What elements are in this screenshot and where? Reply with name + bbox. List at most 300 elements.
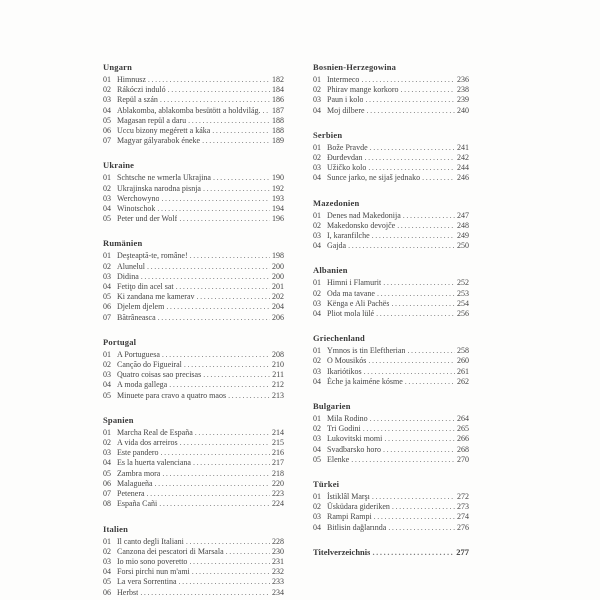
- toc-entry: [103, 391, 284, 401]
- entry-number: 05: [103, 292, 111, 302]
- toc-column-left: [103, 62, 284, 598]
- entry-page-number: 217: [272, 458, 284, 468]
- entry-leader-dots: [383, 278, 455, 288]
- entry-number: 01: [103, 173, 111, 183]
- entry-leader-dots: [372, 231, 455, 241]
- entry-page-number: 238: [457, 85, 469, 95]
- entry-page-number: 211: [272, 370, 284, 380]
- entry-page-number: 258: [457, 346, 469, 356]
- toc-entry: [103, 350, 284, 360]
- toc-entry: [103, 126, 284, 136]
- toc-entry: [313, 173, 469, 183]
- entry-title: Kënga e Ali Pachës: [327, 298, 390, 308]
- toc-entry: [103, 547, 284, 557]
- entry-number: 01: [313, 210, 321, 220]
- toc-entry: [103, 438, 284, 448]
- entry-page-number: 230: [272, 546, 284, 556]
- toc-entry: [313, 346, 469, 356]
- entry-page-number: 242: [457, 153, 469, 163]
- toc-column-right: [313, 62, 469, 557]
- entry-leader-dots: [188, 116, 270, 126]
- entry-number: 07: [103, 489, 111, 499]
- entry-leader-dots: [193, 458, 270, 468]
- entry-title: Himni i Flamurit: [327, 278, 382, 288]
- toc-entry: [103, 282, 284, 292]
- entry-page-number: 228: [272, 536, 284, 546]
- entry-leader-dots: [384, 434, 455, 444]
- section-heading: Griechenland: [313, 333, 365, 344]
- toc-entry: [103, 204, 284, 214]
- toc-entry: [103, 262, 284, 272]
- entry-number: 03: [103, 193, 111, 203]
- entry-page-number: 187: [272, 105, 284, 115]
- entry-leader-dots: [370, 414, 455, 424]
- entry-leader-dots: [202, 136, 270, 146]
- entry-number: 04: [103, 282, 111, 292]
- entry-page-number: 186: [272, 95, 284, 105]
- section-heading: Italien: [103, 523, 129, 534]
- entry-page-number: 254: [457, 298, 469, 308]
- section-heading: Mazedonien: [313, 197, 360, 208]
- entry-page-number: 276: [457, 522, 469, 532]
- entry-leader-dots: [166, 302, 270, 312]
- entry-number: 03: [313, 512, 321, 522]
- toc-entry: [103, 292, 284, 302]
- entry-title: Himnusz: [117, 75, 146, 84]
- entry-leader-dots: [391, 299, 455, 309]
- entry-title: Svadbarsko horo: [327, 444, 381, 454]
- entry-leader-dots: [365, 95, 455, 105]
- toc-entry: [313, 377, 469, 387]
- entry-page-number: 247: [457, 210, 469, 220]
- toc-section: [313, 547, 469, 557]
- entry-page-number: 277: [456, 546, 469, 557]
- entry-number: 01: [103, 75, 111, 84]
- entry-number: 03: [313, 95, 321, 105]
- entry-title: Es la huerta valenciana: [117, 458, 191, 468]
- entry-leader-dots: [148, 75, 270, 85]
- toc-entry: [103, 588, 284, 598]
- entry-number: 01: [103, 427, 111, 437]
- entry-leader-dots: [184, 360, 270, 370]
- entry-leader-dots: [213, 173, 270, 183]
- entry-title: Denes nad Makedonija: [327, 210, 401, 220]
- entry-leader-dots: [368, 163, 455, 173]
- section-heading: Albanien: [313, 265, 348, 276]
- entry-number: 06: [103, 478, 111, 488]
- toc-entry: [103, 360, 284, 370]
- entry-leader-dots: [162, 350, 270, 360]
- entry-title: Đurđevdan: [327, 153, 363, 163]
- entry-title: Elenke: [327, 454, 350, 464]
- entry-page-number: 248: [457, 220, 469, 230]
- entry-title: Paun i kolo: [327, 95, 364, 105]
- entry-title: Bitlisin dağlarında: [327, 522, 387, 532]
- entry-leader-dots: [397, 221, 455, 231]
- entry-number: 06: [103, 126, 111, 136]
- toc-entry: [313, 163, 469, 173]
- entry-title: Oda ma tavane: [327, 288, 375, 298]
- entry-title: Canção do Figueiral: [117, 360, 182, 370]
- entry-number: 02: [313, 424, 321, 434]
- toc-entry: [313, 221, 469, 231]
- entry-number: 05: [103, 390, 111, 400]
- entry-leader-dots: [226, 547, 270, 557]
- entry-leader-dots: [263, 106, 270, 116]
- toc-entry: [103, 184, 284, 194]
- entry-leader-dots: [392, 502, 455, 512]
- entry-leader-dots: [228, 391, 270, 401]
- toc-entry: [103, 251, 284, 261]
- section-heading: Spanien: [103, 414, 134, 425]
- entry-title: Phirav mange korkoro: [327, 85, 399, 95]
- toc-section: [103, 160, 284, 224]
- entry-number: 03: [313, 163, 321, 173]
- toc-entry: [313, 231, 469, 241]
- entry-page-number: 249: [457, 231, 469, 241]
- entry-page-number: 274: [457, 512, 469, 522]
- toc-section: [313, 401, 469, 465]
- entry-page-number: 210: [272, 360, 284, 370]
- entry-leader-dots: [203, 184, 270, 194]
- entry-number: 06: [103, 587, 111, 597]
- entry-page-number: 189: [272, 136, 284, 146]
- entry-leader-dots: [197, 292, 270, 302]
- toc-entry: [313, 492, 469, 502]
- entry-number: 01: [313, 346, 321, 356]
- entry-title: Bože Pravde: [327, 142, 368, 152]
- entry-number: 01: [103, 536, 111, 546]
- entry-page-number: 252: [457, 278, 469, 288]
- entry-leader-dots: [155, 479, 270, 489]
- entry-page-number: 196: [272, 214, 284, 224]
- toc-entry: [313, 424, 469, 434]
- toc-entry: [313, 455, 469, 465]
- entry-leader-dots: [140, 588, 270, 598]
- entry-leader-dots: [157, 204, 270, 214]
- toc-entry: [103, 448, 284, 458]
- toc-entry: [103, 567, 284, 577]
- entry-page-number: 223: [272, 489, 284, 499]
- toc-entry: [103, 499, 284, 509]
- toc-entry: [313, 143, 469, 153]
- entry-page-number: 206: [272, 312, 284, 322]
- toc-entry: [103, 537, 284, 547]
- entry-number: 01: [103, 251, 111, 261]
- entry-number: 05: [313, 454, 321, 464]
- toc-entry: [313, 512, 469, 522]
- entry-leader-dots: [158, 313, 270, 323]
- entry-page-number: 208: [272, 349, 284, 359]
- entry-number: 08: [103, 499, 111, 509]
- entry-page-number: 204: [272, 302, 284, 312]
- toc-section: [103, 337, 284, 401]
- entry-number: 05: [103, 577, 111, 587]
- entry-number: 04: [313, 522, 321, 532]
- entry-page-number: 246: [457, 173, 469, 183]
- entry-title: Deşteaptă-te, române!: [117, 251, 188, 261]
- toc-entry: [103, 95, 284, 105]
- entry-number: 02: [103, 261, 111, 271]
- section-heading: Bosnien-Herzegowina: [313, 62, 397, 72]
- entry-number: 07: [103, 136, 111, 146]
- entry-page-number: 268: [457, 444, 469, 454]
- entry-page-number: 232: [272, 567, 284, 577]
- entry-number: 04: [313, 309, 321, 319]
- entry-page-number: 262: [457, 376, 469, 386]
- entry-leader-dots: [162, 469, 270, 479]
- section-heading: Serbien: [313, 129, 343, 140]
- entry-leader-dots: [407, 346, 455, 356]
- entry-title: I, karanfilche: [327, 231, 370, 241]
- entry-title: Petenera: [117, 489, 145, 499]
- entry-leader-dots: [161, 194, 270, 204]
- entry-leader-dots: [422, 173, 455, 183]
- toc-entry: [103, 479, 284, 489]
- entry-number: 05: [103, 214, 111, 224]
- toc-section: [103, 415, 284, 510]
- entry-title: Bătrâneasca: [117, 312, 156, 322]
- entry-number: 03: [103, 448, 111, 458]
- toc-entry: [103, 577, 284, 587]
- toc-entry: [313, 211, 469, 221]
- entry-leader-dots: [190, 251, 270, 261]
- toc-entry: [103, 428, 284, 438]
- entry-number: 04: [103, 105, 111, 115]
- entry-page-number: 188: [272, 115, 284, 125]
- toc-entry: [103, 194, 284, 204]
- entry-leader-dots: [159, 499, 270, 509]
- entry-leader-dots: [141, 272, 270, 282]
- toc-entry: [103, 136, 284, 146]
- entry-number: 02: [313, 85, 321, 95]
- entry-title: Didina: [117, 271, 139, 281]
- entry-title: Üsküdara gideriken: [327, 502, 390, 512]
- entry-number: 03: [313, 366, 321, 376]
- section-heading: Portugal: [103, 336, 137, 347]
- section-heading: Bulgarien: [313, 401, 351, 412]
- entry-title: Lukovitski momi: [327, 434, 383, 444]
- toc-entry: [313, 356, 469, 366]
- toc-entry: [103, 75, 284, 85]
- entry-leader-dots: [364, 367, 455, 377]
- entry-number: 03: [103, 271, 111, 281]
- section-heading: Türkei: [313, 479, 340, 490]
- entry-title: Rákóczi induló: [117, 85, 166, 95]
- section-heading: Ukraine: [103, 160, 135, 171]
- entry-leader-dots: [372, 547, 454, 557]
- entry-page-number: 193: [272, 193, 284, 203]
- toc-entry: [103, 302, 284, 312]
- entry-title: Winotschok: [117, 204, 156, 214]
- entry-page-number: 216: [272, 448, 284, 458]
- entry-number: 02: [313, 288, 321, 298]
- entry-number: 01: [313, 414, 321, 424]
- entry-title: Fetiţo din acel sat: [117, 282, 174, 292]
- entry-title: Mila Rodino: [327, 414, 368, 424]
- toc-entry: [313, 95, 469, 105]
- entry-title: Werchowyno: [117, 193, 160, 203]
- entry-number: 02: [313, 220, 321, 230]
- entry-title: Užičko kolo: [327, 163, 367, 173]
- entry-page-number: 202: [272, 292, 284, 302]
- entry-title: Minuete para cravo a quatro maos: [117, 390, 227, 400]
- entry-number: 05: [103, 468, 111, 478]
- entry-title: Malagueña: [117, 478, 153, 488]
- toc-entry: [103, 469, 284, 479]
- entry-page-number: 253: [457, 288, 469, 298]
- entry-number: 03: [313, 231, 321, 241]
- toc-entry: [313, 523, 469, 533]
- entry-number: 02: [313, 153, 321, 163]
- entry-number: 02: [103, 438, 111, 448]
- toc-entry: [313, 241, 469, 251]
- toc-entry: [103, 313, 284, 323]
- entry-leader-dots: [147, 489, 270, 499]
- entry-page-number: 250: [457, 241, 469, 251]
- entry-page-number: 194: [272, 204, 284, 214]
- entry-leader-dots: [368, 356, 455, 366]
- entry-page-number: 270: [457, 454, 469, 464]
- entry-title: Quatro coisas sao precisas: [117, 370, 202, 380]
- toc-entry: [313, 299, 469, 309]
- toc-entry: [103, 272, 284, 282]
- entry-number: 04: [313, 241, 321, 251]
- entry-title: Il canto degli Italiani: [117, 536, 184, 546]
- entry-page-number: 233: [272, 577, 284, 587]
- entry-page-number: 241: [457, 142, 469, 152]
- entry-page-number: 239: [457, 95, 469, 105]
- entry-title: Uccu bizony megérett a káka: [117, 126, 211, 136]
- entry-title: Rampi Rampi: [327, 512, 372, 522]
- entry-number: 04: [313, 376, 321, 386]
- entry-title: Schtsche ne wmerla Ukrajina: [117, 173, 211, 183]
- entry-title: Gajda: [327, 241, 347, 251]
- entry-number: 01: [313, 75, 321, 84]
- toc-section: [313, 130, 469, 184]
- entry-page-number: 214: [272, 427, 284, 437]
- entry-leader-dots: [348, 241, 455, 251]
- entry-page-number: 256: [457, 309, 469, 319]
- entry-title: Canzona dei pescatori di Marsala: [117, 546, 224, 556]
- entry-number: 04: [313, 173, 321, 183]
- entry-number: 03: [313, 298, 321, 308]
- entry-leader-dots: [180, 438, 270, 448]
- entry-leader-dots: [179, 577, 270, 587]
- entry-page-number: 184: [272, 85, 284, 95]
- entry-title: Pliot mola lülé: [327, 309, 375, 319]
- toc-entry: [313, 75, 469, 85]
- entry-page-number: 201: [272, 282, 284, 292]
- entry-number: 02: [103, 360, 111, 370]
- toc-entry: [313, 502, 469, 512]
- entry-title: Alunelul: [117, 261, 145, 271]
- toc-entry: [103, 173, 284, 183]
- toc-entry: [103, 214, 284, 224]
- entry-leader-dots: [161, 448, 270, 458]
- entry-title: La vera Sorrentina: [117, 577, 177, 587]
- entry-page-number: 190: [272, 173, 284, 183]
- toc-entry: [103, 489, 284, 499]
- entry-leader-dots: [168, 85, 270, 95]
- entry-number: 07: [103, 312, 111, 322]
- entry-title: Djelem djelem: [117, 302, 165, 312]
- entry-page-number: 231: [272, 556, 284, 566]
- toc-entry: [313, 309, 469, 319]
- entry-leader-dots: [169, 380, 270, 390]
- entry-leader-dots: [179, 214, 270, 224]
- entry-page-number: 272: [457, 492, 469, 502]
- entry-number: 02: [313, 502, 321, 512]
- entry-number: 01: [313, 278, 321, 288]
- entry-number: 04: [103, 458, 111, 468]
- entry-leader-dots: [376, 309, 455, 319]
- toc-entry: [103, 380, 284, 390]
- entry-title: Marcha Real de España: [117, 427, 193, 437]
- entry-leader-dots: [367, 106, 455, 116]
- entry-title: Tri Godini: [327, 424, 361, 434]
- toc-entry: [313, 106, 469, 116]
- entry-title: Éche ja kaiméne kósme: [327, 376, 403, 386]
- toc-entry: [103, 458, 284, 468]
- entry-leader-dots: [403, 211, 455, 221]
- entry-title: Repül a szán: [117, 95, 158, 105]
- entry-leader-dots: [363, 424, 455, 434]
- entry-page-number: 236: [457, 75, 469, 84]
- toc-entry: [313, 153, 469, 163]
- toc-section: [103, 238, 284, 322]
- entry-leader-dots: [405, 377, 455, 387]
- entry-page-number: 215: [272, 438, 284, 448]
- entry-page-number: 265: [457, 424, 469, 434]
- entry-title: Titelverzeichnis: [313, 546, 371, 557]
- entry-title: Io mio sono poveretto: [117, 556, 188, 566]
- entry-leader-dots: [361, 75, 455, 85]
- entry-leader-dots: [189, 557, 270, 567]
- toc-entry: [313, 445, 469, 455]
- entry-leader-dots: [192, 567, 270, 577]
- entry-number: 01: [103, 349, 111, 359]
- entry-number: 04: [313, 444, 321, 454]
- entry-page-number: 213: [272, 390, 284, 400]
- entry-title: Ki zandana me kamerav: [117, 292, 195, 302]
- entry-number: 04: [103, 204, 111, 214]
- toc-section: [313, 333, 469, 387]
- entry-leader-dots: [195, 428, 270, 438]
- entry-leader-dots: [365, 153, 455, 163]
- toc-entry: [103, 85, 284, 95]
- entry-title: Ablakomba, ablakomba besütött a holdvilág.: [117, 105, 261, 115]
- entry-leader-dots: [383, 445, 455, 455]
- entry-title: A vida dos arreiros: [117, 438, 178, 448]
- entry-leader-dots: [388, 523, 455, 533]
- entry-leader-dots: [176, 282, 270, 292]
- entry-page-number: 218: [272, 468, 284, 478]
- entry-title: İstiklâl Marşı: [327, 492, 370, 502]
- entry-title: Moj dilbere: [327, 105, 365, 115]
- entry-leader-dots: [212, 126, 270, 136]
- entry-leader-dots: [186, 537, 270, 547]
- entry-title: Zambra mora: [117, 468, 161, 478]
- toc-entry: [313, 278, 469, 288]
- entry-number: 02: [313, 356, 321, 366]
- entry-title: Forsi pirchi nun m'ami: [117, 567, 190, 577]
- entry-page-number: 264: [457, 414, 469, 424]
- entry-page-number: 200: [272, 271, 284, 281]
- entry-number: 03: [103, 370, 111, 380]
- entry-title: Ymnos is tin Eleftherian: [327, 346, 406, 356]
- entry-title: Peter und der Wolf: [117, 214, 178, 224]
